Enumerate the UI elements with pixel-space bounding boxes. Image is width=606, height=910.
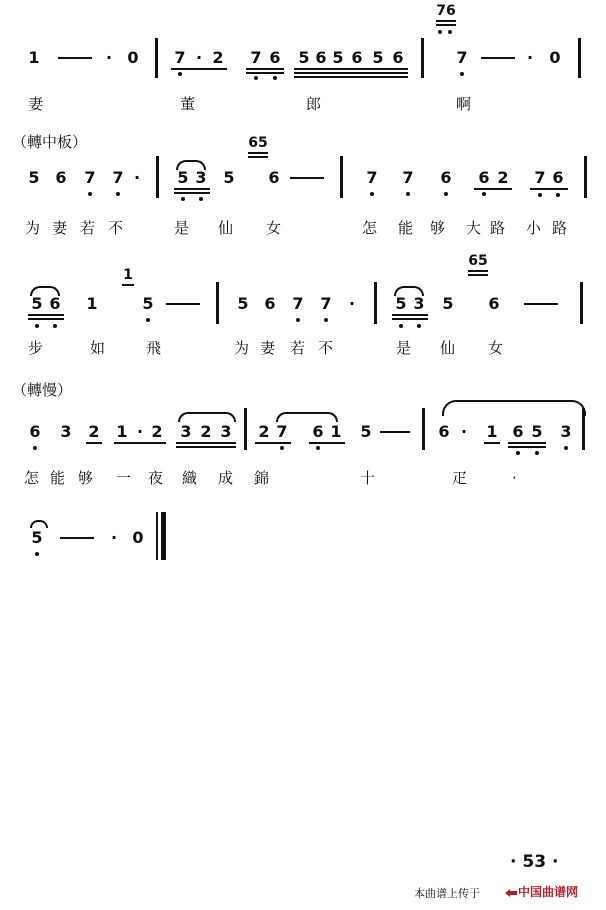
note: 0 <box>549 48 561 67</box>
note: 7 <box>174 48 186 67</box>
low-octave-dot <box>254 76 258 80</box>
tempo-direction: （轉慢） <box>12 381 73 399</box>
note: 6 <box>512 422 524 441</box>
note: 7 <box>402 168 414 187</box>
low-octave-dot <box>33 446 37 450</box>
underline <box>246 68 284 70</box>
low-octave-dot <box>556 193 560 197</box>
underline <box>484 442 500 444</box>
note: 2 <box>497 168 509 187</box>
underline <box>171 68 227 70</box>
note: 5 <box>223 168 235 187</box>
barline <box>421 38 424 78</box>
slur <box>442 400 586 416</box>
note: 1 <box>330 422 342 441</box>
low-octave-dot <box>88 192 92 196</box>
lyric: 若 <box>290 339 306 357</box>
barline <box>584 156 587 198</box>
lyric: 女 <box>266 219 282 237</box>
note: 3 <box>60 422 72 441</box>
lyric: 如 <box>90 339 106 357</box>
note: 7 <box>250 48 262 67</box>
page-number: · 53 · <box>510 852 559 872</box>
lyric: 怎 <box>362 219 378 237</box>
low-octave-dot <box>444 192 448 196</box>
extension-dash <box>60 537 94 539</box>
lyric: 大 <box>466 219 482 237</box>
low-octave-dot <box>370 192 374 196</box>
note: 5 <box>395 294 407 313</box>
lyric: 够 <box>78 469 94 487</box>
note-dot: · <box>133 168 141 187</box>
note: 6 <box>440 168 452 187</box>
final-barline-thin <box>156 512 158 560</box>
note-dot: · <box>460 422 468 441</box>
lyric: 錦 <box>254 469 270 487</box>
note: 7 <box>456 48 468 67</box>
note: 6 <box>315 48 327 67</box>
note: 2 <box>151 422 163 441</box>
note-dot: · <box>526 48 534 67</box>
low-octave-dot <box>296 318 300 322</box>
underline <box>392 314 428 316</box>
underline <box>176 446 236 448</box>
underline <box>392 318 428 320</box>
barline <box>340 156 343 198</box>
low-octave-dot <box>53 324 57 328</box>
lyric: 怎 <box>24 469 40 487</box>
note: 1 <box>86 294 98 313</box>
barline <box>582 408 585 450</box>
barline <box>216 282 219 324</box>
low-octave-dot <box>178 72 182 76</box>
grace-notes: 76 <box>436 3 456 19</box>
barline <box>580 282 583 324</box>
note: 6 <box>351 48 363 67</box>
note: 2 <box>200 422 212 441</box>
note: 5 <box>142 294 154 313</box>
underline <box>294 68 408 70</box>
underline <box>309 442 345 444</box>
note: 7 <box>276 422 288 441</box>
note: 5 <box>531 422 543 441</box>
note: 6 <box>478 168 490 187</box>
low-octave-dot <box>564 446 568 450</box>
underline <box>86 442 102 444</box>
tie <box>30 520 48 528</box>
note: 3 <box>180 422 192 441</box>
underline <box>508 442 546 444</box>
note: 3 <box>413 294 425 313</box>
extension-dash <box>58 57 92 59</box>
site-logo <box>504 883 578 900</box>
lyric: 仙 <box>218 219 234 237</box>
note: 3 <box>195 168 207 187</box>
logo-mark-icon <box>504 887 518 899</box>
extension-dash <box>524 303 558 305</box>
lyric: 成 <box>218 469 234 487</box>
note: 3 <box>560 422 572 441</box>
footer-text: 本曲谱上传于 <box>414 887 480 900</box>
note: 6 <box>55 168 67 187</box>
low-octave-dot <box>316 446 320 450</box>
note: 7 <box>292 294 304 313</box>
note: 7 <box>534 168 546 187</box>
low-octave-dot <box>35 552 39 556</box>
note: 2 <box>212 48 224 67</box>
low-octave-dot <box>146 318 150 322</box>
note: 5 <box>237 294 249 313</box>
note: 6 <box>438 422 450 441</box>
note: 3 <box>220 422 232 441</box>
note: 5 <box>332 48 344 67</box>
note: 5 <box>442 294 454 313</box>
low-octave-dot <box>438 30 442 34</box>
note: 1 <box>28 48 40 67</box>
note: 6 <box>268 168 280 187</box>
final-barline-thick <box>161 512 166 560</box>
lyric: 妻 <box>52 219 68 237</box>
lyric: 能 <box>50 469 66 487</box>
low-octave-dot <box>324 318 328 322</box>
low-octave-dot <box>116 192 120 196</box>
lyric: 路 <box>490 219 506 237</box>
low-octave-dot <box>482 192 486 196</box>
underline <box>174 192 210 194</box>
note: 0 <box>132 528 144 547</box>
note: 1 <box>486 422 498 441</box>
underline <box>174 188 210 190</box>
grace-underline <box>468 270 488 272</box>
slur <box>276 412 338 422</box>
low-octave-dot <box>448 30 452 34</box>
low-octave-dot <box>516 451 520 455</box>
note: 5 <box>31 294 43 313</box>
low-octave-dot <box>181 197 185 201</box>
tempo-direction: （轉中板） <box>12 133 88 151</box>
lyric: 妻 <box>28 95 44 113</box>
low-octave-dot <box>273 76 277 80</box>
lyric: 啊 <box>456 95 472 113</box>
lyric: 不 <box>318 339 334 357</box>
lyric: 織 <box>182 469 198 487</box>
note: 5 <box>177 168 189 187</box>
barline <box>374 282 377 324</box>
barline <box>244 408 247 450</box>
lyric: 不 <box>108 219 124 237</box>
underline <box>530 188 568 190</box>
lyric: 小 <box>526 219 542 237</box>
low-octave-dot <box>417 324 421 328</box>
lyric: · <box>512 469 517 487</box>
note: 6 <box>49 294 61 313</box>
note: 7 <box>366 168 378 187</box>
lyric: 若 <box>80 219 96 237</box>
barline <box>155 38 158 78</box>
lyric: 飛 <box>146 339 162 357</box>
barline <box>578 38 581 78</box>
note-dot: · <box>136 422 144 441</box>
note: 6 <box>29 422 41 441</box>
note-dot: · <box>105 48 113 67</box>
lyric: 为 <box>25 219 41 237</box>
lyric: 能 <box>398 219 414 237</box>
logo-text: 中国曲谱网 <box>518 885 579 899</box>
lyric: 是 <box>396 339 412 357</box>
note: 6 <box>552 168 564 187</box>
low-octave-dot <box>406 192 410 196</box>
lyric: 女 <box>488 339 504 357</box>
extension-dash <box>380 431 410 433</box>
underline <box>255 442 291 444</box>
note: 7 <box>320 294 332 313</box>
low-octave-dot <box>538 193 542 197</box>
extension-dash <box>481 57 515 59</box>
grace-underline <box>436 24 456 26</box>
underline <box>508 446 546 448</box>
note: 7 <box>112 168 124 187</box>
note: 6 <box>264 294 276 313</box>
underline <box>114 442 166 444</box>
underline <box>294 72 408 74</box>
low-octave-dot <box>535 451 539 455</box>
lyric: 是 <box>174 219 190 237</box>
low-octave-dot <box>460 72 464 76</box>
low-octave-dot <box>399 324 403 328</box>
note-dot: · <box>348 294 356 313</box>
underline <box>28 314 64 316</box>
note: 5 <box>372 48 384 67</box>
low-octave-dot <box>280 446 284 450</box>
note: 6 <box>392 48 404 67</box>
underline <box>176 442 236 444</box>
note-dot: · <box>110 528 118 547</box>
grace-notes: 65 <box>248 135 268 151</box>
underline <box>474 188 512 190</box>
note: 6 <box>312 422 324 441</box>
lyric: 夜 <box>148 469 164 487</box>
grace-underline <box>436 20 456 22</box>
grace-underline <box>468 274 488 276</box>
underline <box>28 318 64 320</box>
lyric: 十 <box>360 469 376 487</box>
note: 2 <box>88 422 100 441</box>
extension-dash <box>290 177 324 179</box>
grace-underline <box>122 284 134 286</box>
note: 6 <box>269 48 281 67</box>
grace-underline <box>248 156 268 158</box>
note: 5 <box>360 422 372 441</box>
barline <box>156 156 159 198</box>
note: 0 <box>127 48 139 67</box>
low-octave-dot <box>199 197 203 201</box>
lyric: 一 <box>116 469 132 487</box>
note: 5 <box>298 48 310 67</box>
note: 1 <box>116 422 128 441</box>
lyric: 董 <box>180 95 196 113</box>
grace-note: 1 <box>123 267 133 283</box>
slur <box>178 412 236 422</box>
note: 5 <box>28 168 40 187</box>
lyric: 郎 <box>306 95 322 113</box>
extension-dash <box>166 303 200 305</box>
barline <box>422 408 425 450</box>
underline <box>294 76 408 78</box>
lyric: 够 <box>430 219 446 237</box>
note-dot: · <box>195 48 203 67</box>
note: 7 <box>84 168 96 187</box>
lyric: 仙 <box>440 339 456 357</box>
lyric: 疋 <box>452 469 468 487</box>
grace-notes: 65 <box>468 253 488 269</box>
lyric: 路 <box>552 219 568 237</box>
lyric: 妻 <box>260 339 276 357</box>
low-octave-dot <box>35 324 39 328</box>
grace-underline <box>248 152 268 154</box>
note: 2 <box>258 422 270 441</box>
lyric: 步 <box>28 339 44 357</box>
underline <box>246 72 284 74</box>
note: 6 <box>488 294 500 313</box>
note: 5 <box>31 528 43 547</box>
lyric: 为 <box>234 339 250 357</box>
